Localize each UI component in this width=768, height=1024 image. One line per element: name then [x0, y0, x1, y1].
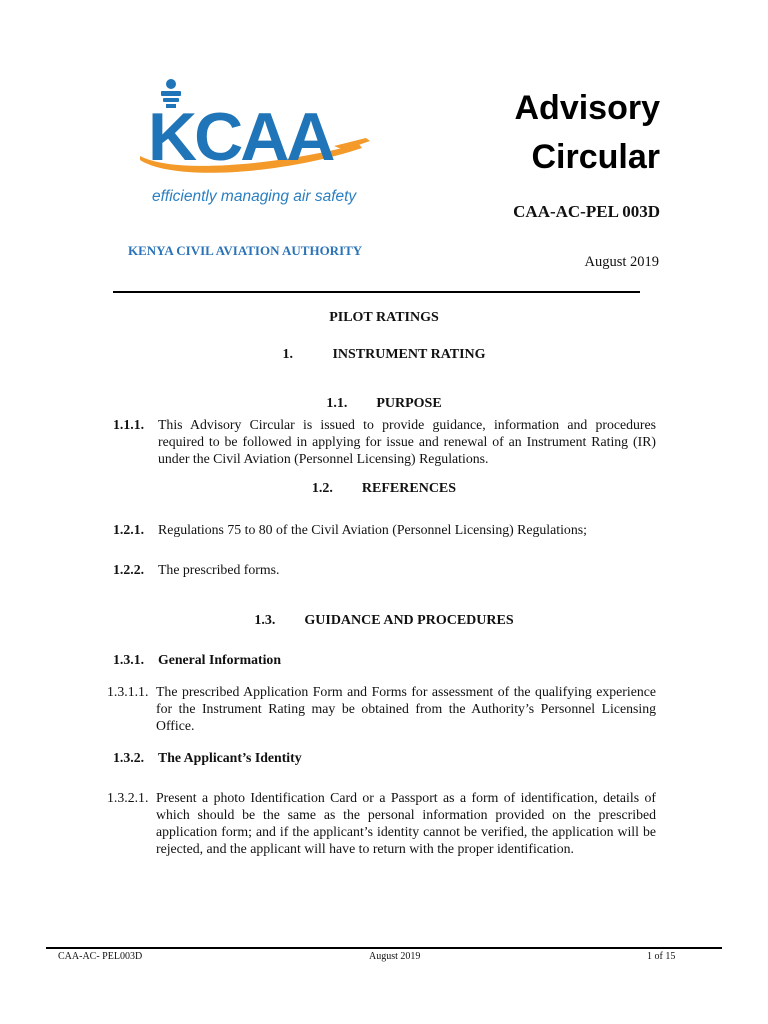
subsection-number: 1.3.2. — [113, 750, 145, 765]
footer-date: August 2019 — [369, 951, 421, 962]
kcaa-logo-graphic — [134, 74, 374, 174]
subsection-number: 1.3.1. — [113, 652, 145, 667]
paragraph-number: 1.2.2. — [113, 562, 145, 577]
main-title: PILOT RATINGS — [329, 310, 439, 325]
paragraph-number: 1.1.1. — [113, 417, 145, 432]
section-number: 1.1. — [326, 396, 348, 411]
title-line-2: Circular — [531, 138, 660, 176]
section-1-2-heading — [0, 481, 768, 497]
document-code: CAA-AC-PEL 003D — [513, 202, 660, 221]
document-date: August 2019 — [584, 254, 659, 270]
section-1-1-heading — [0, 396, 768, 412]
paragraph-text: The prescribed Application Form and Forms for assessment of the qualifying experience for the Instrument Rating may be obtained from the Authority’s Personnel Licensing Office. — [156, 684, 656, 733]
section-1-3-heading — [0, 613, 768, 629]
logo-tagline: efficiently managing air safety — [152, 188, 357, 205]
section-1-heading — [0, 347, 768, 363]
section-number: 1.2. — [311, 481, 333, 496]
section-title: PURPOSE — [376, 396, 442, 411]
header-divider — [113, 291, 640, 293]
title-line-1: Advisory — [514, 89, 660, 127]
section-title: GUIDANCE AND PROCEDURES — [304, 613, 514, 628]
paragraph-number: 1.2.1. — [113, 522, 145, 537]
paragraph-text: The prescribed forms. — [158, 562, 280, 577]
section-title: INSTRUMENT RATING — [332, 347, 486, 362]
footer-divider — [46, 947, 722, 949]
paragraph-number: 1.3.1.1. — [107, 684, 149, 699]
document-title — [515, 84, 661, 182]
subsection-title: General Information — [158, 652, 282, 667]
footer-page-number: 1 of 15 — [647, 951, 676, 962]
subsection-title: The Applicant’s Identity — [158, 750, 302, 765]
paragraph-number: 1.3.2.1. — [107, 790, 149, 805]
authority-name: KENYA CIVIL AVIATION AUTHORITY — [128, 243, 363, 258]
section-number: 1. — [282, 347, 293, 362]
paragraph-text: This Advisory Circular is issued to provide guidance, information and procedures required to be followed in applying for issue and renewal of an Instrument Rating (IR) under the Civil Aviation (Personnel Licensing) Regulations. — [158, 417, 656, 466]
paragraph-text: Regulations 75 to 80 of the Civil Aviation (Personnel Licensing) Regulations; — [158, 522, 587, 537]
logo-wordmark: KCAA — [148, 99, 333, 174]
section-title: REFERENCES — [361, 481, 457, 496]
paragraph-text: Present a photo Identification Card or a Passport as a form of identification, details of which should be the same as the personal information provided on the prescribed application form; and if the applicant’s identity cannot be verified, the application will be rejected, and the applicant will have to return with the proper identification. — [156, 790, 656, 856]
section-number: 1.3. — [254, 613, 276, 628]
footer-code: CAA-AC- PEL003D — [58, 951, 143, 962]
